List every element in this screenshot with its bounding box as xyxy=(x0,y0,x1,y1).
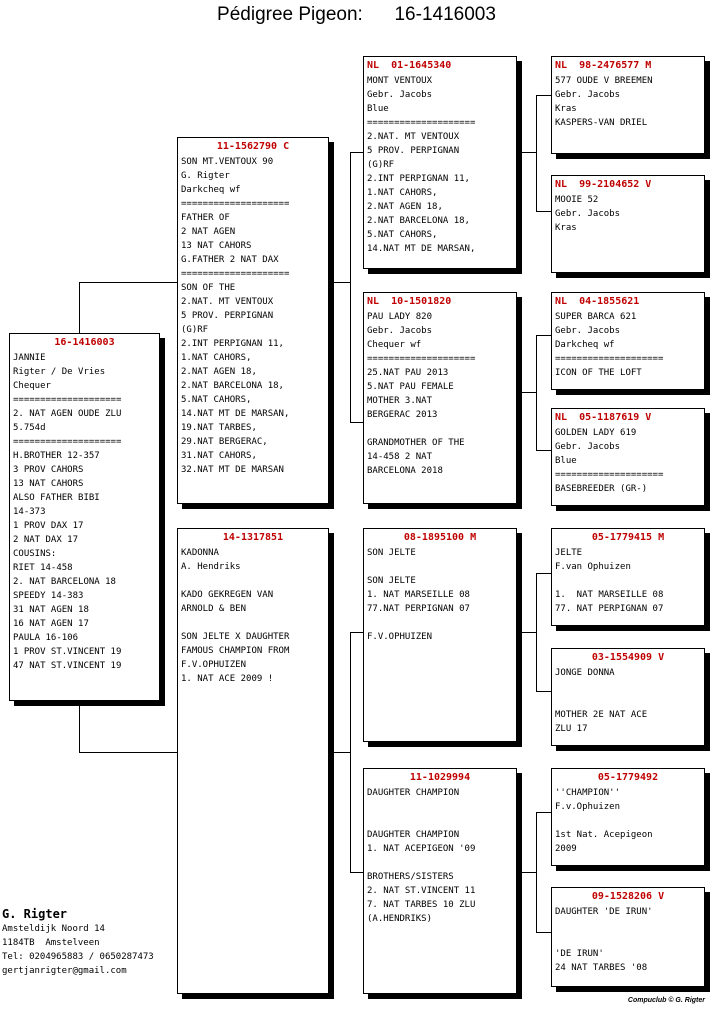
pedigree-line: 2.NAT. MT VENTOUX xyxy=(181,297,274,307)
pedigree-line: KADO GEKREGEN VAN xyxy=(181,590,274,600)
pedigree-main-bird xyxy=(9,333,160,701)
owner-info xyxy=(2,906,154,978)
pedigree-line xyxy=(555,919,701,933)
connector xyxy=(350,632,364,633)
pedigree-line: 31.NAT CAHORS, xyxy=(181,451,257,461)
connector xyxy=(79,282,179,283)
ring-number: 05-1779492 xyxy=(597,772,659,783)
pedigree-line: 2.NAT AGEN 18, xyxy=(367,202,443,212)
pedigree-line: 'DE IRUN' xyxy=(555,949,604,959)
pedigree-line: (G)RF xyxy=(367,160,395,170)
pedigree-line: Kras xyxy=(555,104,577,114)
ring-number: NL 05-1187619 V xyxy=(555,412,652,423)
connector xyxy=(350,422,364,423)
pedigree-line: 5.NAT CAHORS, xyxy=(367,230,438,240)
pedigree-line xyxy=(367,856,513,870)
pedigree-sire-dam xyxy=(363,292,517,504)
credit: Compuclub © G. Rigter xyxy=(627,997,705,1004)
connector xyxy=(536,573,552,574)
pedigree-line: FATHER OF xyxy=(181,213,230,223)
connector xyxy=(330,752,350,753)
owner-address-street: Amsteldijk Noord 14 xyxy=(2,924,105,934)
connector xyxy=(350,152,351,422)
ring-number: 14-1317851 xyxy=(222,532,284,543)
connector xyxy=(536,335,552,336)
owner-address-city: 1184TB Amstelveen xyxy=(2,938,100,948)
pedigree-line: 2 NAT DAX 17 xyxy=(13,535,79,545)
connector xyxy=(330,282,350,283)
page-title: Pédigree Pigeon: 16-1416003 xyxy=(217,4,496,25)
connector xyxy=(536,335,537,450)
owner-phone: Tel: 0204965883 / 0650287473 xyxy=(2,952,154,962)
pedigree-line: MOTHER 2E NAT ACE xyxy=(555,710,648,720)
connector xyxy=(536,691,552,692)
pedigree-line: 5.754d xyxy=(13,423,46,433)
pedigree-line: 31 NAT AGEN 18 xyxy=(13,605,89,615)
pedigree-line: Darkcheq wf xyxy=(181,185,241,195)
pedigree-line: 2 NAT AGEN xyxy=(181,227,236,237)
pedigree-line: 3 PROV CAHORS xyxy=(13,465,84,475)
pedigree-line: 2. NAT ST.VINCENT 11 xyxy=(367,886,476,896)
pedigree-line: F.V.OPHUIZEN xyxy=(367,632,433,642)
pedigree-line: SON OF THE xyxy=(181,283,236,293)
pedigree-line: SON MT.VENTOUX 90 xyxy=(181,157,274,167)
connector xyxy=(536,573,537,691)
pedigree-line: 1. NAT MARSEILLE 08 xyxy=(555,590,664,600)
pedigree-line: 29.NAT BERGERAC, xyxy=(181,437,268,447)
connector xyxy=(518,152,536,153)
pedigree-line: Gebr. Jacobs xyxy=(555,326,621,336)
pedigree-line xyxy=(367,560,513,574)
pedigree-line: 7. NAT TARBES 10 ZLU xyxy=(367,900,476,910)
pedigree-line: DAUGHTER CHAMPION xyxy=(367,830,460,840)
connector xyxy=(536,95,552,96)
pedigree-line: BASEBREEDER (GR-) xyxy=(555,484,648,494)
pedigree-line: 2. NAT BARCELONA 18 xyxy=(13,577,116,587)
pedigree-line: ==================== xyxy=(181,199,290,209)
pedigree-line: 47 NAT ST.VINCENT 19 xyxy=(13,661,122,671)
ring-number: NL 04-1855621 xyxy=(555,296,640,307)
connector xyxy=(350,632,351,872)
pedigree-sds xyxy=(551,292,705,390)
pedigree-line: ==================== xyxy=(13,395,122,405)
pedigree-dsd xyxy=(551,648,705,746)
pedigree-line: 2.NAT. MT VENTOUX xyxy=(367,132,460,142)
pedigree-line: Rigter / De Vries xyxy=(13,367,106,377)
pedigree-line: 2.NAT BARCELONA 18, xyxy=(367,216,470,226)
pedigree-line: 1 PROV ST.VINCENT 19 xyxy=(13,647,122,657)
pedigree-line xyxy=(367,800,513,814)
ring-number: NL 10-1501820 xyxy=(367,296,452,307)
connector xyxy=(536,812,552,813)
pedigree-line: DAUGHTER CHAMPION xyxy=(367,788,460,798)
pedigree-sdd xyxy=(551,408,705,506)
pedigree-line: F.V.OPHUIZEN xyxy=(181,660,247,670)
pedigree-line: 1.NAT CAHORS, xyxy=(181,353,252,363)
pedigree-line: 14-458 2 NAT xyxy=(367,452,433,462)
pedigree-line: 77.NAT PERPIGNAN 07 xyxy=(367,604,470,614)
pedigree-line: Kras xyxy=(555,223,577,233)
pedigree-line: 2009 xyxy=(555,844,577,854)
pedigree-line: 2.INT PERPIGNAN 11, xyxy=(181,339,284,349)
connector xyxy=(350,872,364,873)
pedigree-line: 1. NAT MARSEILLE 08 xyxy=(367,590,470,600)
pedigree-line: SON JELTE X DAUGHTER xyxy=(181,632,290,642)
pedigree-dam-sire xyxy=(363,528,517,742)
pedigree-line: FAMOUS CHAMPION FROM xyxy=(181,646,290,656)
pedigree-line xyxy=(555,694,701,708)
pedigree-line: 1. NAT ACE 2009 ! xyxy=(181,674,274,684)
pedigree-line: 25.NAT PAU 2013 xyxy=(367,368,449,378)
pedigree-line xyxy=(367,616,513,630)
pedigree-line: Gebr. Jacobs xyxy=(555,90,621,100)
pedigree-line: F.van Ophuizen xyxy=(555,562,631,572)
pedigree-line: ==================== xyxy=(367,354,476,364)
pedigree-line: 14.NAT MT DE MARSAN, xyxy=(181,409,290,419)
pedigree-line: MOOIE 52 xyxy=(555,195,599,205)
pedigree-line: Gebr. Jacobs xyxy=(367,90,433,100)
pedigree-line: Gebr. Jacobs xyxy=(367,326,433,336)
pedigree-line: MONT VENTOUX xyxy=(367,76,433,86)
pedigree-line: BARCELONA 2018 xyxy=(367,466,443,476)
connector xyxy=(79,752,179,753)
pedigree-line: Gebr. Jacobs xyxy=(555,209,621,219)
pedigree-dds xyxy=(551,768,705,866)
pedigree-line xyxy=(181,616,325,630)
pedigree-line: ==================== xyxy=(555,470,664,480)
pedigree-line: 77. NAT PERPIGNAN 07 xyxy=(555,604,664,614)
ring-number: 16-1416003 xyxy=(54,337,115,348)
connector xyxy=(518,632,536,633)
pedigree-line: 5 PROV. PERPIGNAN xyxy=(181,311,274,321)
pedigree-line: KADONNA xyxy=(181,548,219,558)
pedigree-line: 1. NAT ACEPIGEON '09 xyxy=(367,844,476,854)
ring-number: 11-1562790 C xyxy=(216,141,290,152)
pedigree-line: SON JELTE xyxy=(367,548,416,558)
pedigree-line: 1.NAT CAHORS, xyxy=(367,188,438,198)
connector xyxy=(536,932,552,933)
pedigree-line: ARNOLD & BEN xyxy=(181,604,247,614)
ring-number: 05-1779415 M xyxy=(591,532,665,543)
pedigree-line: ==================== xyxy=(367,118,476,128)
pedigree-line: 577 OUDE V BREEMEN xyxy=(555,76,653,86)
owner-email: gertjanrigter@gmail.com xyxy=(2,966,127,976)
pedigree-dss xyxy=(551,528,705,626)
pedigree-line: F.v.Ophuizen xyxy=(555,802,621,812)
pedigree-line: SON JELTE xyxy=(367,576,416,586)
pedigree-line xyxy=(555,814,701,828)
pedigree-line: KASPERS-VAN DRIEL xyxy=(555,118,648,128)
pedigree-line: Blue xyxy=(367,104,389,114)
connector xyxy=(536,812,537,932)
pedigree-line xyxy=(555,680,701,694)
ring-number: NL 98-2476577 M xyxy=(555,60,652,71)
pedigree-ssd xyxy=(551,175,705,273)
pedigree-line: Chequer wf xyxy=(367,340,422,350)
pedigree-line xyxy=(367,422,513,436)
pedigree-sire-sire xyxy=(363,56,517,269)
pedigree-line: ''CHAMPION'' xyxy=(555,788,621,798)
pedigree-line: 2.INT PERPIGNAN 11, xyxy=(367,174,470,184)
pedigree-line: 5.NAT CAHORS, xyxy=(181,395,252,405)
pedigree-line: JELTE xyxy=(555,548,583,558)
pedigree-line: DAUGHTER 'DE IRUN' xyxy=(555,907,653,917)
pedigree-line: ALSO FATHER BIBI xyxy=(13,493,100,503)
pedigree-line: 5.NAT PAU FEMALE xyxy=(367,382,454,392)
connector xyxy=(536,95,537,211)
ring-number: NL 01-1645340 xyxy=(367,60,452,71)
ring-number: 11-1029994 xyxy=(409,772,471,783)
pedigree-line: 14-373 xyxy=(13,507,46,517)
pedigree-line: 13 NAT CAHORS xyxy=(13,479,84,489)
pedigree-line: MOTHER 3.NAT xyxy=(367,396,433,406)
pedigree-line: JANNIE xyxy=(13,353,46,363)
pedigree-ddd xyxy=(551,887,705,987)
pedigree-line: ==================== xyxy=(555,354,664,364)
pedigree-line: COUSINS: xyxy=(13,549,57,559)
ring-number: NL 99-2104652 V xyxy=(555,179,652,190)
pedigree-line: 16 NAT AGEN 17 xyxy=(13,619,89,629)
pedigree-line: BROTHERS/SISTERS xyxy=(367,872,454,882)
pedigree-line: 24 NAT TARBES '08 xyxy=(555,963,648,973)
pedigree-line: ==================== xyxy=(13,437,122,447)
pedigree-line: 32.NAT MT DE MARSAN xyxy=(181,465,284,475)
pedigree-line: SPEEDY 14-383 xyxy=(13,591,84,601)
pedigree-line: (G)RF xyxy=(181,325,209,335)
connector xyxy=(518,872,536,873)
ring-number: 08-1895100 M xyxy=(403,532,477,543)
pedigree-sire xyxy=(177,137,329,504)
pedigree-line: PAU LADY 820 xyxy=(367,312,433,322)
connector xyxy=(518,392,536,393)
pedigree-line: 2. NAT AGEN OUDE ZLU xyxy=(13,409,122,419)
pedigree-line: 5 PROV. PERPIGNAN xyxy=(367,146,460,156)
pedigree-line: BERGERAC 2013 xyxy=(367,410,438,420)
pedigree-line: 19.NAT TARBES, xyxy=(181,423,257,433)
pedigree-line: ==================== xyxy=(181,269,290,279)
ring-number: 03-1554909 V xyxy=(591,652,665,663)
connector xyxy=(350,152,364,153)
pedigree-line: ZLU 17 xyxy=(555,724,588,734)
pedigree-line: G. Rigter xyxy=(181,171,230,181)
pedigree-line: Blue xyxy=(555,456,577,466)
pedigree-line xyxy=(181,574,325,588)
pedigree-line: 13 NAT CAHORS xyxy=(181,241,252,251)
pedigree-line: JONGE DONNA xyxy=(555,668,615,678)
pedigree-line: 1st Nat. Acepigeon xyxy=(555,830,653,840)
pedigree-line: 1 PROV DAX 17 xyxy=(13,521,84,531)
pedigree-line: H.BROTHER 12-357 xyxy=(13,451,100,461)
pedigree-line: PAULA 16-106 xyxy=(13,633,79,643)
pedigree-line: Darkcheq wf xyxy=(555,340,615,350)
owner-name: G. Rigter xyxy=(2,907,68,921)
pedigree-line: RIET 14-458 xyxy=(13,563,73,573)
pedigree-line: GOLDEN LADY 619 xyxy=(555,428,637,438)
pedigree-line xyxy=(555,933,701,947)
pedigree-line: ICON OF THE LOFT xyxy=(555,368,642,378)
connector xyxy=(536,211,552,212)
pedigree-line: G.FATHER 2 NAT DAX xyxy=(181,255,279,265)
pedigree-line: Gebr. Jacobs xyxy=(555,442,621,452)
pedigree-line: A. Hendriks xyxy=(181,562,241,572)
pedigree-dam xyxy=(177,528,329,994)
ring-number: 09-1528206 V xyxy=(591,891,665,902)
connector xyxy=(536,450,552,451)
pedigree-line: 2.NAT AGEN 18, xyxy=(181,367,257,377)
pedigree-dam-dam xyxy=(363,768,517,994)
pedigree-line: 14.NAT MT DE MARSAN, xyxy=(367,244,476,254)
pedigree-line xyxy=(367,814,513,828)
pedigree-line xyxy=(555,574,701,588)
pedigree-sss xyxy=(551,56,705,154)
pedigree-line: SUPER BARCA 621 xyxy=(555,312,637,322)
pedigree-line: Chequer xyxy=(13,381,51,391)
pedigree-line: GRANDMOTHER OF THE xyxy=(367,438,465,448)
pedigree-line: 2.NAT BARCELONA 18, xyxy=(181,381,284,391)
pedigree-line: (A.HENDRIKS) xyxy=(367,914,433,924)
